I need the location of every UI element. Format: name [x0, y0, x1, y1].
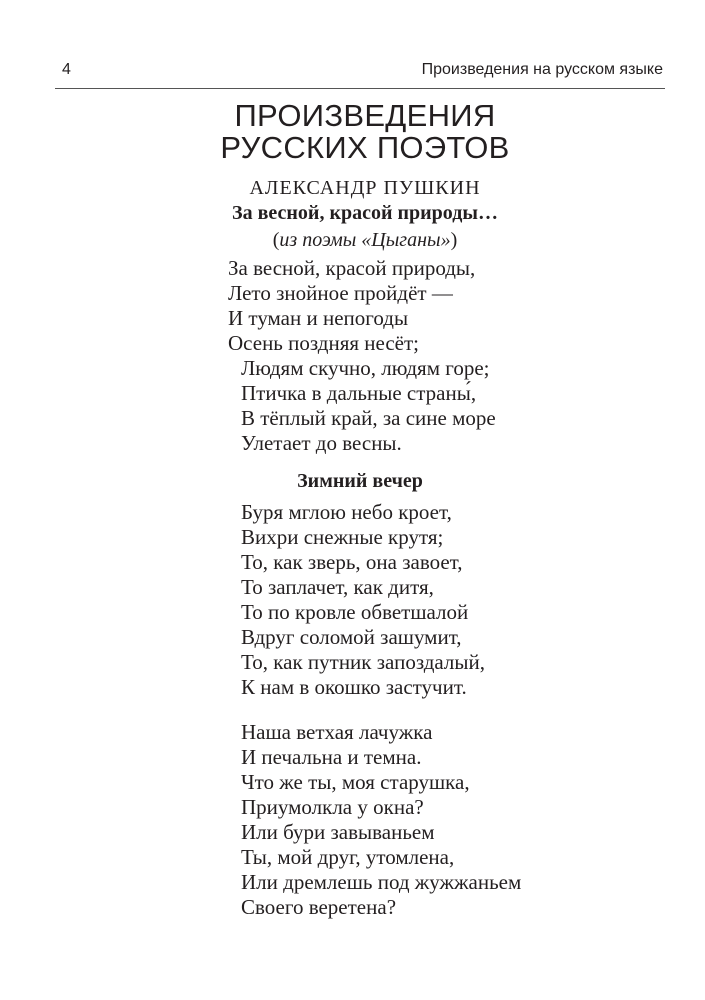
verse-line: И туман и непогоды [228, 306, 409, 330]
verse-line: Вдруг соломой зашумит, [241, 625, 462, 649]
verse-line: Своего веретена? [241, 895, 397, 919]
poem-title: Зимний вечер [297, 470, 423, 492]
author-name: АЛЕКСАНДР ПУШКИН [249, 177, 481, 199]
verse-line: Или бури завываньем [241, 820, 435, 844]
section-title [0, 100, 705, 164]
verse-line: За весной, красой природы, [228, 256, 476, 280]
poem-subtitle [0, 229, 705, 252]
verse-line: К нам в окошко застучит. [241, 675, 467, 699]
section-title-line: ПРОИЗВЕДЕНИЯ [234, 98, 496, 133]
section-title-line: РУССКИХ ПОЭТОВ [220, 130, 510, 165]
poem2-stanza-1 [241, 500, 485, 700]
poem1-stanza [228, 256, 496, 456]
verse-line: Лето знойное пройдёт — [228, 281, 453, 305]
page-number: 4 [62, 61, 71, 78]
verse-line: То, как зверь, она завоет, [241, 550, 463, 574]
subtitle-text: из поэмы «Цыганы» [279, 229, 451, 251]
running-header: Произведения на русском языке [421, 61, 663, 78]
verse-line: В тёплый край, за сине море [241, 406, 496, 430]
verse-line: То по кровле обветшалой [241, 600, 469, 624]
poem2-stanza-2 [241, 720, 521, 920]
verse-line: Что же ты, моя старушка, [241, 770, 470, 794]
verse-line: То, как путник запоздалый, [241, 650, 486, 674]
verse-line: Птичка в дальные страны́, [241, 381, 477, 405]
verse-line: То заплачет, как дитя, [241, 575, 434, 599]
verse-line: Наша ветхая лачужка [241, 720, 433, 744]
verse-line: Вихри снежные крутя; [241, 525, 444, 549]
verse-line: Ты, мой друг, утомлена, [241, 845, 455, 869]
verse-line: Приумолкла у окна? [241, 795, 424, 819]
verse-line: И печальна и темна. [241, 745, 422, 769]
paren: ( [272, 229, 280, 251]
verse-line: Буря мглою небо кроет, [241, 500, 452, 524]
verse-line: Осень поздняя несёт; [228, 331, 420, 355]
verse-line: Или дремлешь под жужжаньем [241, 870, 522, 894]
paren: ) [450, 229, 458, 251]
poem-title: За весной, красой природы… [232, 202, 498, 224]
verse-line: Людям скучно, людям горе; [241, 356, 490, 380]
verse-line: Улетает до весны. [241, 431, 402, 455]
header-rule [55, 88, 665, 89]
